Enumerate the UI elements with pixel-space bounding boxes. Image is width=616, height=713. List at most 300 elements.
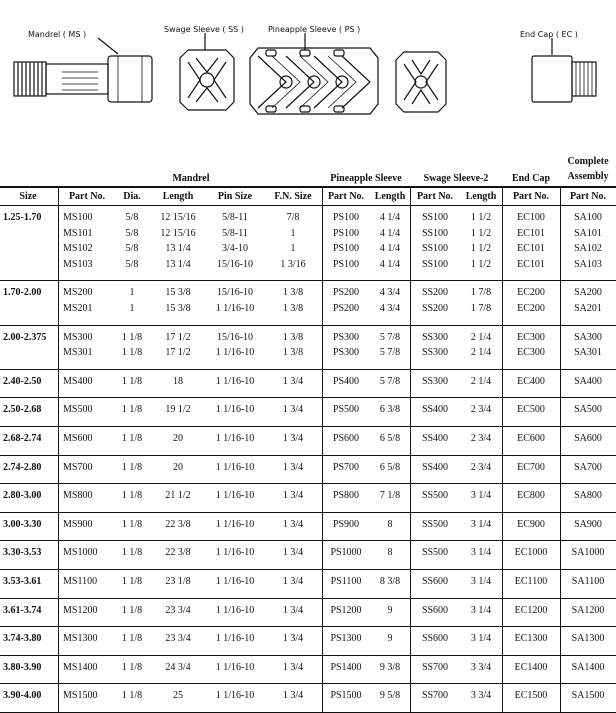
size-range: 2.74-2.80 <box>3 461 42 473</box>
group-divider <box>0 280 616 281</box>
cell-sa-part: SA100 <box>574 212 602 223</box>
cell-ps-length: 4 1/4 <box>379 243 401 255</box>
cell-pin-size: 1 1/16-10 <box>215 604 255 616</box>
cell-ps-part: PS300 <box>332 347 360 359</box>
size-range: 1.25-1.70 <box>3 212 42 223</box>
size-range: 2.40-2.50 <box>3 375 42 387</box>
cell-ps-length: 9 5/8 <box>379 690 401 702</box>
cell-ps-length: 4 1/4 <box>379 258 401 270</box>
cell-ss-length: 3 1/4 <box>470 518 492 530</box>
cell-fn-size: 1 3/4 <box>282 404 304 416</box>
pineapple-sleeve-label: Pineapple Sleeve ( PS ) <box>268 25 361 34</box>
cell-dia: 1 1/8 <box>121 547 143 559</box>
cell-ms-part: MS400 <box>63 375 93 387</box>
cell-length: 17 1/2 <box>165 331 191 343</box>
size-group <box>0 427 616 455</box>
size-group <box>0 206 616 280</box>
cell-ss-length: 1 1/2 <box>470 212 492 223</box>
size-range: 1.70-2.00 <box>3 287 42 299</box>
cell-sa-part: SA201 <box>574 302 602 314</box>
cell-ec-part: EC1300 <box>514 633 548 645</box>
cell-ms-part: MS100 <box>63 212 93 223</box>
cell-ss-length: 2 1/4 <box>470 375 492 387</box>
cell-ms-part: MS102 <box>63 243 93 255</box>
cell-dia: 1 1/8 <box>121 461 143 473</box>
cell-ec-part: EC900 <box>517 518 545 530</box>
group-divider <box>0 512 616 513</box>
cell-sa-part: SA700 <box>574 461 602 473</box>
column-divider <box>58 188 59 713</box>
col-length: Length <box>162 191 194 202</box>
cell-ms-part: MS900 <box>63 518 93 530</box>
endcap-group-header: End Cap <box>511 173 551 184</box>
cell-sa-part: SA1300 <box>571 633 605 645</box>
size-group <box>0 513 616 541</box>
cell-fn-size: 1 <box>290 227 296 239</box>
cell-dia: 1 1/8 <box>121 331 143 343</box>
swage-sleeve-label: Swage Sleeve ( SS ) <box>164 25 244 34</box>
cell-ps-length: 6 5/8 <box>379 433 401 444</box>
size-group <box>0 484 616 512</box>
cell-length: 15 3/8 <box>165 287 191 299</box>
cell-fn-size: 1 3/4 <box>282 547 304 559</box>
cell-ec-part: EC101 <box>517 243 545 255</box>
cell-ss-length: 2 1/4 <box>470 347 492 359</box>
cell-dia: 1 1/8 <box>121 633 143 645</box>
cell-pin-size: 1 1/16-10 <box>215 302 255 314</box>
cell-ps-part: PS500 <box>332 404 360 416</box>
cell-fn-size: 7/8 <box>286 212 300 223</box>
cell-fn-size: 1 <box>290 243 296 255</box>
cell-ps-part: PS1000 <box>330 547 362 559</box>
cell-pin-size: 1 1/16-10 <box>215 490 255 502</box>
cell-ps-part: PS200 <box>332 302 360 314</box>
size-group <box>0 684 616 712</box>
size-group <box>0 599 616 627</box>
cell-length: 13 1/4 <box>165 258 191 270</box>
cell-length: 25 <box>173 690 183 702</box>
cell-ss-part: SS500 <box>421 490 449 502</box>
group-divider <box>0 369 616 370</box>
cell-ps-length: 6 5/8 <box>379 461 401 473</box>
cell-ms-part: MS103 <box>63 258 93 270</box>
cell-dia: 1 1/8 <box>121 404 143 416</box>
tool-assembly-drawing <box>0 0 616 150</box>
size-range: 3.61-3.74 <box>3 604 42 616</box>
group-divider <box>0 455 616 456</box>
cell-ec-part: EC700 <box>517 461 545 473</box>
cell-length: 13 1/4 <box>165 243 191 255</box>
cell-ss-length: 3 1/4 <box>470 576 492 587</box>
size-group <box>0 627 616 655</box>
cell-ps-part: PS1200 <box>330 604 362 616</box>
cell-ss-length: 2 3/4 <box>470 404 492 416</box>
cell-dia: 1 1/8 <box>121 690 143 702</box>
cell-length: 12 15/16 <box>160 227 196 239</box>
cell-ss-part: SS100 <box>421 258 449 270</box>
cell-ps-part: PS1300 <box>330 633 362 645</box>
cell-ss-length: 1 7/8 <box>470 302 492 314</box>
cell-ps-length: 4 1/4 <box>379 212 401 223</box>
col-dia: Dia. <box>123 191 141 202</box>
cell-ps-part: PS100 <box>332 227 360 239</box>
cell-length: 23 3/4 <box>165 604 191 616</box>
size-group <box>0 570 616 598</box>
cell-sa-part: SA800 <box>574 490 602 502</box>
header-rule <box>0 186 616 188</box>
cell-pin-size: 1 1/16-10 <box>215 375 255 387</box>
cell-ms-part: MS200 <box>63 287 93 299</box>
group-divider <box>0 397 616 398</box>
cell-ss-part: SS600 <box>421 576 449 587</box>
cell-fn-size: 1 3/4 <box>282 604 304 616</box>
cell-sa-part: SA1500 <box>571 690 605 702</box>
cell-ec-part: EC1500 <box>514 690 548 702</box>
size-group <box>0 398 616 426</box>
group-divider <box>0 569 616 570</box>
cell-length: 17 1/2 <box>165 347 191 359</box>
cell-pin-size: 1 1/16-10 <box>215 404 255 416</box>
cell-ps-part: PS100 <box>332 212 360 223</box>
col-ss-length: Length <box>465 191 497 202</box>
cell-ms-part: MS500 <box>63 404 93 416</box>
cell-ps-part: PS300 <box>332 331 360 343</box>
size-group <box>0 541 616 569</box>
cell-ec-part: EC101 <box>517 258 545 270</box>
cell-ss-length: 1 7/8 <box>470 287 492 299</box>
size-range: 3.90-4.00 <box>3 690 42 702</box>
cell-ss-part: SS200 <box>421 287 449 299</box>
cell-dia: 1 1/8 <box>121 518 143 530</box>
cell-pin-size: 1 1/16-10 <box>215 690 255 702</box>
cell-pin-size: 15/16-10 <box>216 287 254 299</box>
cell-ms-part: MS1300 <box>63 633 98 645</box>
cell-ec-part: EC200 <box>517 287 545 299</box>
cell-fn-size: 1 3/8 <box>282 347 304 359</box>
cell-sa-part: SA900 <box>574 518 602 530</box>
cell-ps-length: 7 1/8 <box>379 490 401 502</box>
cell-sa-part: SA1400 <box>571 661 605 673</box>
cell-ps-part: PS200 <box>332 287 360 299</box>
cell-ps-part: PS800 <box>332 490 360 502</box>
cell-ss-part: SS100 <box>421 243 449 255</box>
col-fn-size: F.N. Size <box>274 191 312 202</box>
cell-pin-size: 1 1/16-10 <box>215 461 255 473</box>
cell-dia: 1 1/8 <box>121 490 143 502</box>
cell-ps-length: 9 <box>387 633 393 645</box>
cell-sa-part: SA101 <box>574 227 602 239</box>
cell-ms-part: MS301 <box>63 347 93 359</box>
cell-pin-size: 1 1/16-10 <box>215 547 255 559</box>
cell-ss-part: SS400 <box>421 461 449 473</box>
size-range: 2.50-2.68 <box>3 404 42 416</box>
cell-ss-length: 1 1/2 <box>470 243 492 255</box>
cell-ss-length: 3 1/4 <box>470 633 492 645</box>
swage-sleeve <box>180 50 234 110</box>
cell-length: 23 3/4 <box>165 633 191 645</box>
mandrel-group-header: Mandrel <box>172 173 210 184</box>
cell-ec-part: EC1200 <box>514 604 548 616</box>
cell-ss-part: SS500 <box>421 547 449 559</box>
cell-ps-part: PS100 <box>332 258 360 270</box>
cell-ec-part: EC1000 <box>514 547 548 559</box>
cell-fn-size: 1 3/8 <box>282 302 304 314</box>
cell-length: 15 3/8 <box>165 302 191 314</box>
cell-ec-part: EC500 <box>517 404 545 416</box>
cell-fn-size: 1 3/4 <box>282 461 304 473</box>
cell-ec-part: EC300 <box>517 331 545 343</box>
cell-ss-length: 3 1/4 <box>470 490 492 502</box>
cell-sa-part: SA1200 <box>571 604 605 616</box>
cell-ps-length: 8 <box>387 547 393 559</box>
size-group <box>0 370 616 398</box>
cell-dia: 5/8 <box>125 243 139 255</box>
col-ss-part: Part No. <box>416 191 454 202</box>
cell-ss-part: SS400 <box>421 404 449 416</box>
cell-ms-part: MS1200 <box>63 604 98 616</box>
cell-sa-part: SA1000 <box>571 547 605 559</box>
cell-fn-size: 1 3/8 <box>282 331 304 343</box>
cell-ss-part: SS300 <box>421 375 449 387</box>
group-divider <box>0 325 616 326</box>
cell-ss-length: 2 3/4 <box>470 461 492 473</box>
cell-ss-part: SS300 <box>421 347 449 359</box>
column-divider <box>410 188 411 713</box>
cell-dia: 5/8 <box>125 227 139 239</box>
cell-ps-length: 5 7/8 <box>379 331 401 343</box>
size-range: 2.68-2.74 <box>3 433 42 444</box>
cell-ms-part: MS1000 <box>63 547 98 559</box>
cell-ec-part: EC300 <box>517 347 545 359</box>
cell-dia: 5/8 <box>125 212 139 223</box>
cell-pin-size: 1 1/16-10 <box>215 633 255 645</box>
cell-ec-part: EC1100 <box>514 576 548 587</box>
mandrel-thread <box>14 62 46 96</box>
cell-ss-part: SS700 <box>421 661 449 673</box>
cell-ps-length: 5 7/8 <box>379 347 401 359</box>
column-divider <box>502 188 503 713</box>
cell-ss-part: SS600 <box>421 604 449 616</box>
cell-fn-size: 1 3/4 <box>282 690 304 702</box>
pineapple-sleeve <box>250 48 378 114</box>
swage-group-header: Swage Sleeve-2 <box>423 173 489 184</box>
size-range: 3.53-3.61 <box>3 576 42 587</box>
size-group <box>0 656 616 684</box>
cell-pin-size: 1 1/16-10 <box>215 518 255 530</box>
cell-ss-part: SS700 <box>421 690 449 702</box>
pineapple-group-header: Pineapple Sleeve <box>330 173 402 184</box>
cell-dia: 1 1/8 <box>121 347 143 359</box>
col-pin-size: Pin Size <box>217 191 253 202</box>
size-range: 3.30-3.53 <box>3 547 42 559</box>
cell-ps-length: 5 7/8 <box>379 375 401 387</box>
cell-pin-size: 1 1/16-10 <box>215 576 255 587</box>
cell-length: 22 3/8 <box>165 518 191 530</box>
col-ec-part: Part No. <box>512 191 550 202</box>
cell-length: 20 <box>173 433 183 444</box>
col-size: Size <box>19 191 37 202</box>
cell-pin-size: 15/16-10 <box>216 258 254 270</box>
cell-pin-size: 1 1/16-10 <box>215 433 255 444</box>
col-sa-part: Part No. <box>569 191 607 202</box>
cell-ms-part: MS700 <box>63 461 93 473</box>
cell-ps-length: 6 3/8 <box>379 404 401 416</box>
cell-fn-size: 1 3/4 <box>282 576 304 587</box>
cell-ec-part: EC200 <box>517 302 545 314</box>
size-group <box>0 456 616 484</box>
cell-ms-part: MS1100 <box>63 576 98 587</box>
cell-ms-part: MS600 <box>63 433 93 444</box>
cell-ec-part: EC400 <box>517 375 545 387</box>
size-range: 3.80-3.90 <box>3 661 42 673</box>
col-ms-part: Part No. <box>68 191 106 202</box>
cell-pin-size: 5/8-11 <box>222 212 248 223</box>
cell-dia: 1 1/8 <box>121 375 143 387</box>
size-group <box>0 281 616 324</box>
cell-ss-part: SS100 <box>421 227 449 239</box>
cell-ss-length: 1 1/2 <box>470 258 492 270</box>
group-divider <box>0 540 616 541</box>
cell-pin-size: 15/16-10 <box>216 331 254 343</box>
cell-ps-part: PS100 <box>332 243 360 255</box>
cell-pin-size: 3/4-10 <box>221 243 249 255</box>
cell-ps-length: 9 <box>387 604 393 616</box>
group-divider <box>0 426 616 427</box>
cell-ss-length: 2 1/4 <box>470 331 492 343</box>
cell-length: 24 3/4 <box>165 661 191 673</box>
cell-dia: 1 1/8 <box>121 661 143 673</box>
cell-ps-part: PS900 <box>332 518 360 530</box>
cell-fn-size: 1 3/4 <box>282 518 304 530</box>
cell-ss-length: 3 1/4 <box>470 547 492 559</box>
cell-sa-part: SA400 <box>574 375 602 387</box>
cell-length: 12 15/16 <box>160 212 196 223</box>
cell-sa-part: SA600 <box>574 433 602 444</box>
cell-ps-part: PS1100 <box>330 576 362 587</box>
column-divider <box>560 188 561 713</box>
cell-ps-length: 8 3/8 <box>379 576 401 587</box>
cell-ec-part: EC1400 <box>514 661 548 673</box>
cell-ec-part: EC101 <box>517 227 545 239</box>
cell-ps-length: 4 1/4 <box>379 227 401 239</box>
cell-dia: 5/8 <box>125 258 139 270</box>
cell-ms-part: MS1400 <box>63 661 98 673</box>
cell-ss-length: 3 3/4 <box>470 661 492 673</box>
cell-ss-part: SS100 <box>421 212 449 223</box>
col-ps-length: Length <box>374 191 406 202</box>
cell-dia: 1 1/8 <box>121 576 143 587</box>
cell-ms-part: MS800 <box>63 490 93 502</box>
mandrel-body <box>46 56 152 102</box>
cell-length: 21 1/2 <box>165 490 191 502</box>
cell-ps-part: PS1500 <box>330 690 362 702</box>
cell-dia: 1 1/8 <box>121 604 143 616</box>
cell-ps-part: PS600 <box>332 433 360 444</box>
end-cap <box>532 56 596 102</box>
cell-fn-size: 1 3/4 <box>282 433 304 444</box>
cell-ss-length: 3 3/4 <box>470 690 492 702</box>
assembly-illustration <box>0 0 616 150</box>
swage-sleeve-2 <box>396 52 446 112</box>
cell-length: 19 1/2 <box>165 404 191 416</box>
cell-ms-part: MS300 <box>63 331 93 343</box>
cell-ss-part: SS300 <box>421 331 449 343</box>
group-divider <box>0 483 616 484</box>
cell-ss-part: SS500 <box>421 518 449 530</box>
cell-ec-part: EC100 <box>517 212 545 223</box>
cell-ps-part: PS1400 <box>330 661 362 673</box>
complete-header-line1: Complete <box>567 156 609 167</box>
group-divider <box>0 598 616 599</box>
cell-sa-part: SA300 <box>574 331 602 343</box>
size-range: 2.80-3.00 <box>3 490 42 502</box>
cell-sa-part: SA1100 <box>571 576 605 587</box>
mandrel-label: Mandrel ( MS ) <box>28 30 87 39</box>
end-cap-label: End Cap ( EC ) <box>520 30 578 39</box>
cell-ss-length: 3 1/4 <box>470 604 492 616</box>
cell-ps-part: PS400 <box>332 375 360 387</box>
cell-pin-size: 5/8-11 <box>222 227 248 239</box>
size-group <box>0 326 616 369</box>
cell-fn-size: 1 3/4 <box>282 661 304 673</box>
cell-dia: 1 1/8 <box>121 433 143 444</box>
cell-ps-length: 4 3/4 <box>379 287 401 299</box>
cell-ss-part: SS200 <box>421 302 449 314</box>
column-header-rule <box>0 205 616 206</box>
cell-pin-size: 1 1/16-10 <box>215 347 255 359</box>
group-divider <box>0 683 616 684</box>
cell-ss-length: 1 1/2 <box>470 227 492 239</box>
cell-sa-part: SA301 <box>574 347 602 359</box>
cell-ms-part: MS101 <box>63 227 93 239</box>
cell-ms-part: MS1500 <box>63 690 98 702</box>
size-range: 3.00-3.30 <box>3 518 42 530</box>
cell-ps-length: 9 3/8 <box>379 661 401 673</box>
cell-ss-part: SS400 <box>421 433 449 444</box>
cell-dia: 1 <box>129 302 135 314</box>
cell-ec-part: EC600 <box>517 433 545 444</box>
col-ps-part: Part No. <box>327 191 365 202</box>
cell-fn-size: 1 3/4 <box>282 375 304 387</box>
cell-sa-part: SA500 <box>574 404 602 416</box>
cell-fn-size: 1 3/4 <box>282 633 304 645</box>
size-range: 2.00-2.375 <box>3 331 47 343</box>
cell-fn-size: 1 3/16 <box>280 258 306 270</box>
cell-fn-size: 1 3/8 <box>282 287 304 299</box>
cell-length: 18 <box>173 375 183 387</box>
cell-ps-length: 8 <box>387 518 393 530</box>
cell-fn-size: 1 3/4 <box>282 490 304 502</box>
cell-length: 22 3/8 <box>165 547 191 559</box>
cell-length: 20 <box>173 461 183 473</box>
cell-ps-length: 4 3/4 <box>379 302 401 314</box>
group-divider <box>0 626 616 627</box>
cell-sa-part: SA102 <box>574 243 602 255</box>
column-divider <box>322 188 323 713</box>
cell-sa-part: SA200 <box>574 287 602 299</box>
complete-header-line2: Assembly <box>567 171 609 182</box>
cell-dia: 1 <box>129 287 135 299</box>
group-divider <box>0 655 616 656</box>
cell-length: 23 1/8 <box>165 576 191 587</box>
cell-pin-size: 1 1/16-10 <box>215 661 255 673</box>
cell-ms-part: MS201 <box>63 302 93 314</box>
cell-ps-part: PS700 <box>332 461 360 473</box>
size-range: 3.74-3.80 <box>3 633 42 645</box>
cell-ss-length: 2 3/4 <box>470 433 492 444</box>
cell-ec-part: EC800 <box>517 490 545 502</box>
cell-sa-part: SA103 <box>574 258 602 270</box>
